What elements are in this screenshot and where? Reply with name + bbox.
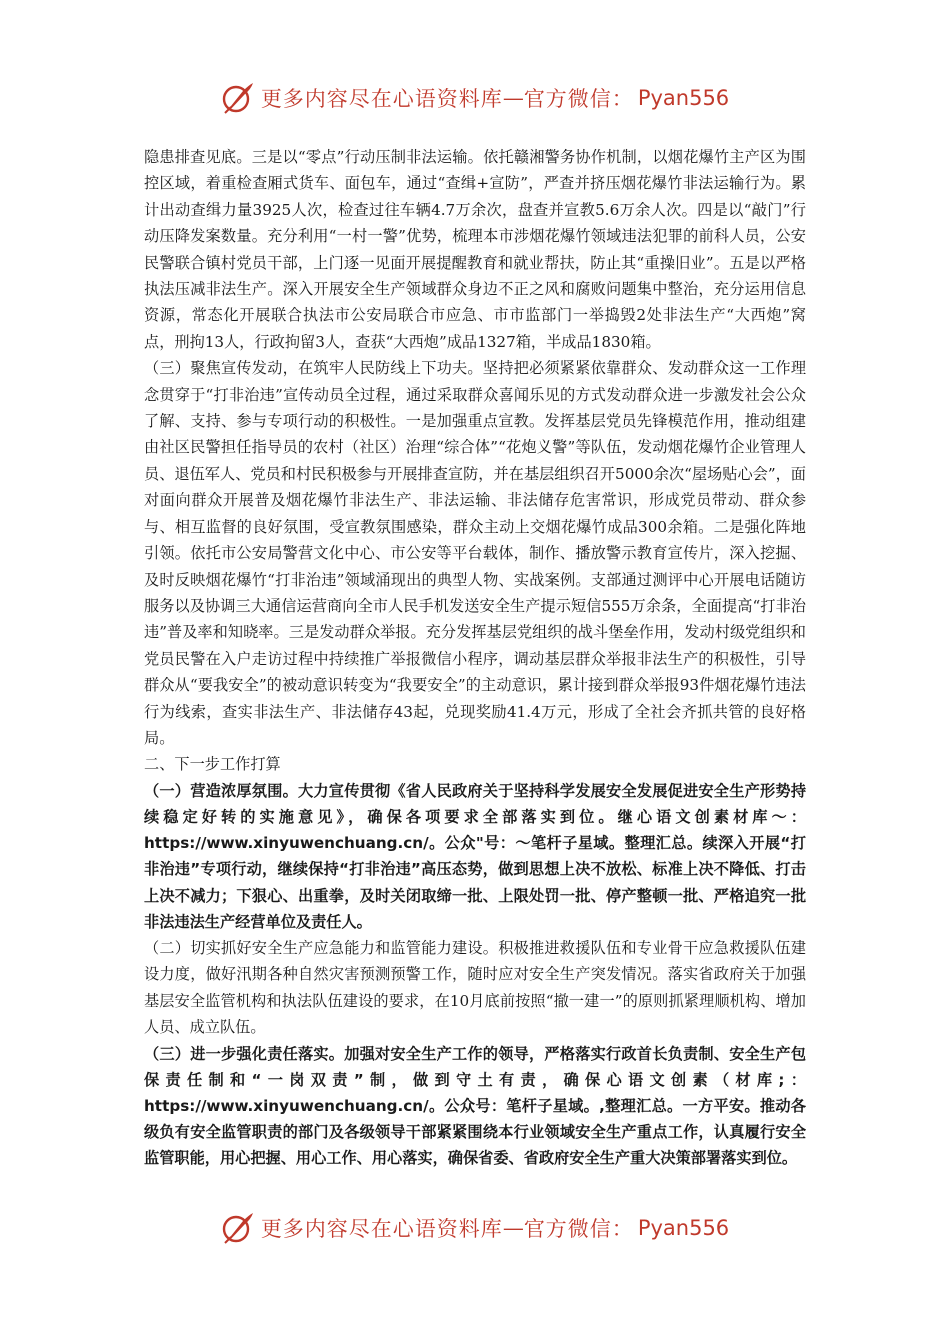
paragraph-responsibility: （三）进一步强化责任落实。加强对安全生产工作的领导，严格落实行政首长负责制、安全生产包保责任制和“一岗双责”制，做到守土有责，确保心语文创素（材库;：https://www.xinyuwenchuang.cn/。公众号：笔杆子星域。,整理汇总。一方平安。推动各级负有安全监管职责的部门及各级领导干部紧紧围绕本行业领域安全生产重点工作，认真履行安全监管职能，用心把握、用心工作、用心落实，确保省委、省政府安全生产重大决策部署落实到位。 <box>144 1044 806 1168</box>
header-watermark-banner <box>0 76 950 120</box>
banner-wechat-id: Pyan556 <box>637 1216 730 1240</box>
banner-official-label: 官方微信： <box>523 87 634 111</box>
banner-separator: — <box>502 86 524 110</box>
banner-separator: — <box>502 1216 524 1240</box>
paragraph-capacity-building: （二）切实抓好安全生产应急能力和监管能力建设。积极推进救援队伍和专业骨干应急救援队伍建设力度，做好汛期各种自然灾害预测预警工作，随时应对安全生产突发情况。落实省政府关于加强基层安全监管机构和执法队伍建设的要求，在10月底前按照“撤一建一”的原则抓紧理顺机构、增加人员、成立队伍。 <box>144 938 806 1037</box>
banner-text: 更多内容尽在心语资料库 <box>260 1217 503 1241</box>
banner-official-label: 官方微信： <box>523 1217 634 1241</box>
paragraph-atmosphere: （一）营造浓厚氛围。大力宣传贯彻《省人民政府关于坚持科学发展安全发展促进安全生产形势持续稳定好转的实施意见》，确保各项要求全部落实到位。继心语文创素材库～：https://www.xinyuwenchuang.cn/。公众"号：～笔杆子星域。整理汇总。续深入开展“打非治违”专项行动，继续保持“打非治违”高压态势，做到思想上决不放松、标准上决不降低、打击上决不减力；下狠心、出重拳，及时关闭取缔一批、上限处罚一批、停产整顿一批、严格追究一批非法违法生产经营单位及责任人。 <box>144 781 806 931</box>
banner-wechat-id: Pyan556 <box>637 86 730 110</box>
paragraph-actions-continued: 隐患排查见底。三是以“零点”行动压制非法运输。依托赣湘警务协作机制，以烟花爆竹主产区为围控区域，着重检查厢式货车、面包车，通过“查缉+宣防”，严查并挤压烟花爆竹非法运输行为。累计出动查缉力量3925人次，检查过往车辆4.7万余次，盘查并宣教5.6万余人次。四是以“敲门”行动压降发案数量。充分利用“一村一警”优势，梳理本市涉烟花爆竹领域违法犯罪的前科人员，公安民警联合镇村党员干部，上门逐一见面开展提醒教育和就业帮扶，防止其“重操旧业”。五是以严格执法压减非法生产。深入开展安全生产领域群众身边不正之风和腐败问题集中整治，充分运用信息资源，常态化开展联合执法市公安局联合市应急、市市监部门一举捣毁2处非法生产“大西炮”窝点，刑拘13人，行政拘留3人，查获“大西炮”成品1327箱，半成品1830箱。 <box>144 148 806 351</box>
paragraph-publicity: （三）聚焦宣传发动，在筑牢人民防线上下功夫。坚持把必须紧紧依靠群众、发动群众这一工作理念贯穿于“打非治违”宣传动员全过程，通过采取群众喜闻乐见的方式发动群众进一步激发社会公众了解、支持、参与专项行动的积极性。一是加强重点宣教。发挥基层党员先锋模范作用，推动组建由社区民警担任指导员的农村（社区）治理“综合体”“花炮义警”等队伍，发动烟花爆竹企业管理人员、退伍军人、党员和村民积极参与开展排查宣防，并在基层组织召开5000余次“屋场贴心会”，面对面向群众开展普及烟花爆竹非法生产、非法运输、非法储存危害常识，形成党员带动、群众参与、相互监督的良好氛围，受宣教氛围感染，群众主动上交烟花爆竹成品300余箱。二是强化阵地引领。依托市公安局警营文化中心、市公安等平台载体，制作、播放警示教育宣传片，深入挖掘、及时反映烟花爆竹“打非治违”领域涌现出的典型人物、实战案例。支部通过测评中心开展电话随访服务以及协调三大通信运营商向全市人民手机发送安全生产提示短信555万余条，全面提高“打非治违”普及率和知晓率。三是发动群众举报。充分发挥基层党组织的战斗堡垒作用，发动村级党组织和党员民警在入户走访过程中持续推广举报微信小程序，调动基层群众举报非法生产的积极性，引导群众从“要我安全”的被动意识转变为“我要安全”的主动意识，累计接到群众举报93件烟花爆竹违法行为线索，查实非法生产、非法储存43起，兑现奖励41.4万元，形成了全社会齐抓共管的良好格局。 <box>144 359 806 747</box>
footer-watermark-banner <box>0 1206 950 1250</box>
section-heading-next-steps: 二、下一步工作打算 <box>144 755 281 774</box>
quill-pen-logo-icon <box>221 1211 255 1245</box>
quill-pen-logo-icon <box>221 81 255 115</box>
banner-text: 更多内容尽在心语资料库 <box>260 87 503 111</box>
document-body <box>144 144 806 1172</box>
